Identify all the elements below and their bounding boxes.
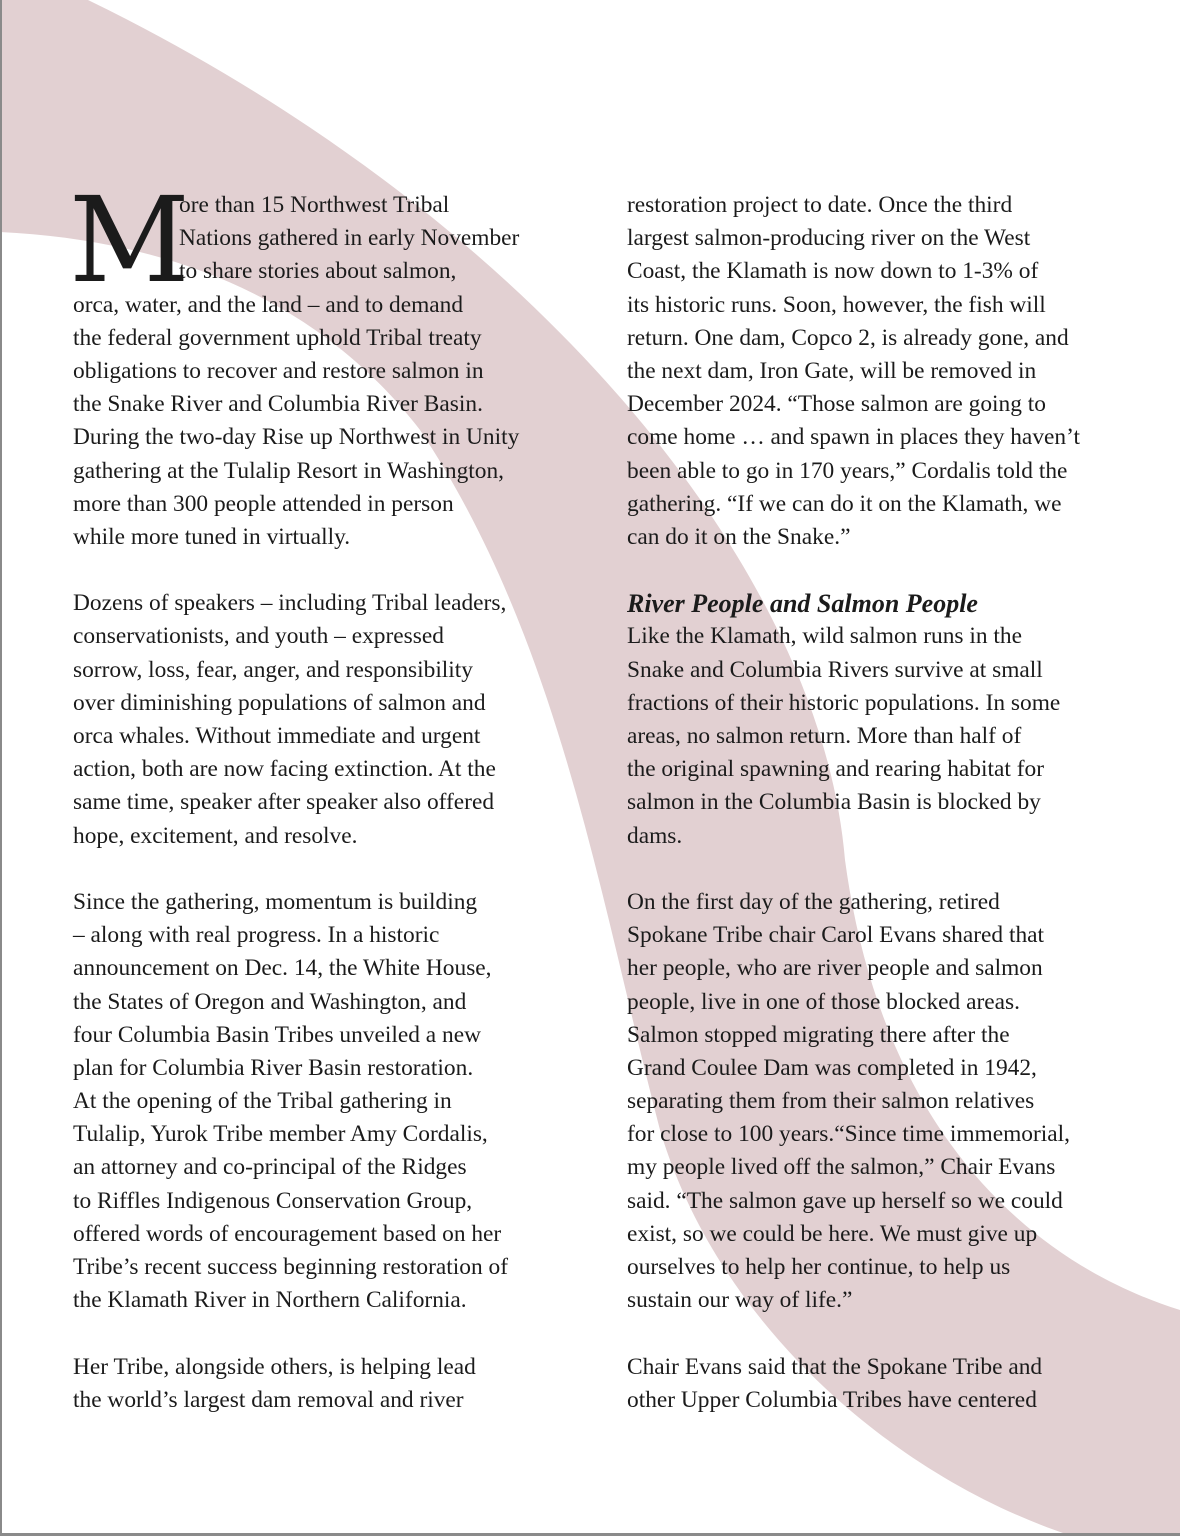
- section-subheading: River People and Salmon People: [627, 589, 978, 619]
- right-column: [627, 189, 1122, 1417]
- text-line: can do it on the Snake.”: [627, 523, 851, 550]
- text-line: December 2024. “Those salmon are going to: [627, 391, 1046, 418]
- text-line: sustain our way of life.”: [627, 1287, 853, 1314]
- text-line: Tulalip, Yurok Tribe member Amy Cordalis,: [73, 1121, 488, 1148]
- text-line: obligations to recover and restore salmon in: [73, 357, 484, 384]
- text-line: people, live in one of those blocked areas.: [627, 988, 1020, 1015]
- text-line: announcement on Dec. 14, the White House,: [73, 955, 492, 982]
- text-line: more than 300 people attended in person: [73, 490, 454, 517]
- text-line: fractions of their historic populations. In some: [627, 689, 1061, 716]
- text-line: ourselves to help her continue, to help us: [627, 1254, 1011, 1280]
- text-line: other Upper Columbia Tribes have centered: [627, 1386, 1037, 1413]
- text-line: conservationists, and youth – expressed: [73, 623, 444, 650]
- text-line: plan for Columbia River Basin restoration.: [73, 1054, 474, 1081]
- paragraph-gap: [627, 554, 1122, 587]
- text-line: sorrow, loss, fear, anger, and responsibility: [73, 656, 474, 683]
- text-line: – along with real progress. In a historic: [73, 922, 440, 949]
- paragraph-gap: [627, 1317, 1122, 1350]
- text-line: largest salmon-producing river on the West: [627, 225, 1031, 252]
- text-line: Her Tribe, alongside others, is helping lead: [73, 1353, 476, 1380]
- text-line: been able to go in 170 years,” Cordalis told the: [627, 457, 1068, 484]
- text-line: Snake and Columbia Rivers survive at small: [627, 656, 1043, 683]
- drop-cap: M: [69, 171, 190, 309]
- text-line: an attorney and co-principal of the Ridges: [73, 1154, 467, 1181]
- text-line: the original spawning and rearing habitat for: [627, 756, 1044, 783]
- text-line: exist, so we could be here. We must give up: [627, 1220, 1038, 1247]
- text-line: Coast, the Klamath is now down to 1-3% of: [627, 258, 1039, 285]
- text-line: Grand Coulee Dam was completed in 1942,: [627, 1054, 1037, 1081]
- text-line: Dozens of speakers – including Tribal leaders,: [73, 590, 507, 617]
- text-line: Nations gathered in early November: [179, 225, 520, 252]
- text-line: hope, excitement, and resolve.: [73, 822, 358, 849]
- text-line: dams.: [627, 822, 683, 849]
- text-line: At the opening of the Tribal gathering in: [73, 1088, 452, 1115]
- text-line: my people lived off the salmon,” Chair Evans: [627, 1154, 1056, 1181]
- text-line: to Riffles Indigenous Conservation Group,: [73, 1187, 473, 1214]
- text-line: During the two-day Rise up Northwest in Unity: [73, 424, 520, 451]
- paragraph-gap: [627, 853, 1122, 886]
- text-line: its historic runs. Soon, however, the fish will: [627, 291, 1046, 318]
- text-line: Since the gathering, momentum is building: [73, 888, 478, 915]
- text-line: ore than 15 Northwest Tribal: [179, 192, 450, 218]
- page-frame-left: [0, 0, 2, 1536]
- text-line: her people, who are river people and salmon: [627, 955, 1043, 982]
- text-line: orca, water, and the land – and to demand: [73, 291, 464, 318]
- text-line: orca whales. Without immediate and urgent: [73, 723, 481, 749]
- text-line: salmon in the Columbia Basin is blocked by: [627, 789, 1041, 816]
- text-line: Chair Evans said that the Spokane Tribe and: [627, 1353, 1043, 1380]
- text-line: four Columbia Basin Tribes unveiled a new: [73, 1021, 481, 1048]
- text-line: for close to 100 years.“Since time immemorial,: [627, 1121, 1070, 1148]
- text-line: Salmon stopped migrating there after the: [627, 1021, 1010, 1048]
- paragraph-gap: [73, 554, 568, 587]
- text-line: the next dam, Iron Gate, will be removed in: [627, 357, 1037, 384]
- paragraph-gap: [73, 853, 568, 886]
- text-line: gathering at the Tulalip Resort in Washington,: [73, 457, 505, 484]
- text-line: same time, speaker after speaker also offered: [73, 789, 495, 816]
- paragraph-gap: [73, 1317, 568, 1350]
- text-line: Spokane Tribe chair Carol Evans shared that: [627, 922, 1045, 949]
- text-line: On the first day of the gathering, retired: [627, 888, 1000, 915]
- text-line: Like the Klamath, wild salmon runs in the: [627, 623, 1022, 650]
- text-line: the federal government uphold Tribal treaty: [73, 324, 482, 351]
- text-line: offered words of encouragement based on her: [73, 1220, 502, 1247]
- text-line: gathering. “If we can do it on the Klamath, we: [627, 490, 1062, 517]
- text-line: over diminishing populations of salmon and: [73, 689, 486, 716]
- text-line: the world’s largest dam removal and river: [73, 1386, 464, 1413]
- text-line: the Klamath River in Northern California.: [73, 1287, 467, 1314]
- text-line: return. One dam, Copco 2, is already gone, and: [627, 324, 1069, 351]
- text-line: said. “The salmon gave up herself so we could: [627, 1187, 1063, 1214]
- text-line: separating them from their salmon relatives: [627, 1088, 1035, 1115]
- left-column: [69, 171, 568, 1417]
- text-line: Tribe’s recent success beginning restoration of: [73, 1254, 509, 1280]
- text-line: the Snake River and Columbia River Basin.: [73, 391, 483, 418]
- text-line: areas, no salmon return. More than half of: [627, 723, 1022, 749]
- text-line: while more tuned in virtually.: [73, 523, 351, 550]
- text-line: to share stories about salmon,: [179, 258, 457, 285]
- text-line: restoration project to date. Once the third: [627, 192, 1013, 218]
- text-line: the States of Oregon and Washington, and: [73, 988, 467, 1015]
- text-line: come home … and spawn in places they haven’t: [627, 424, 1080, 451]
- text-line: action, both are now facing extinction. At the: [73, 756, 496, 783]
